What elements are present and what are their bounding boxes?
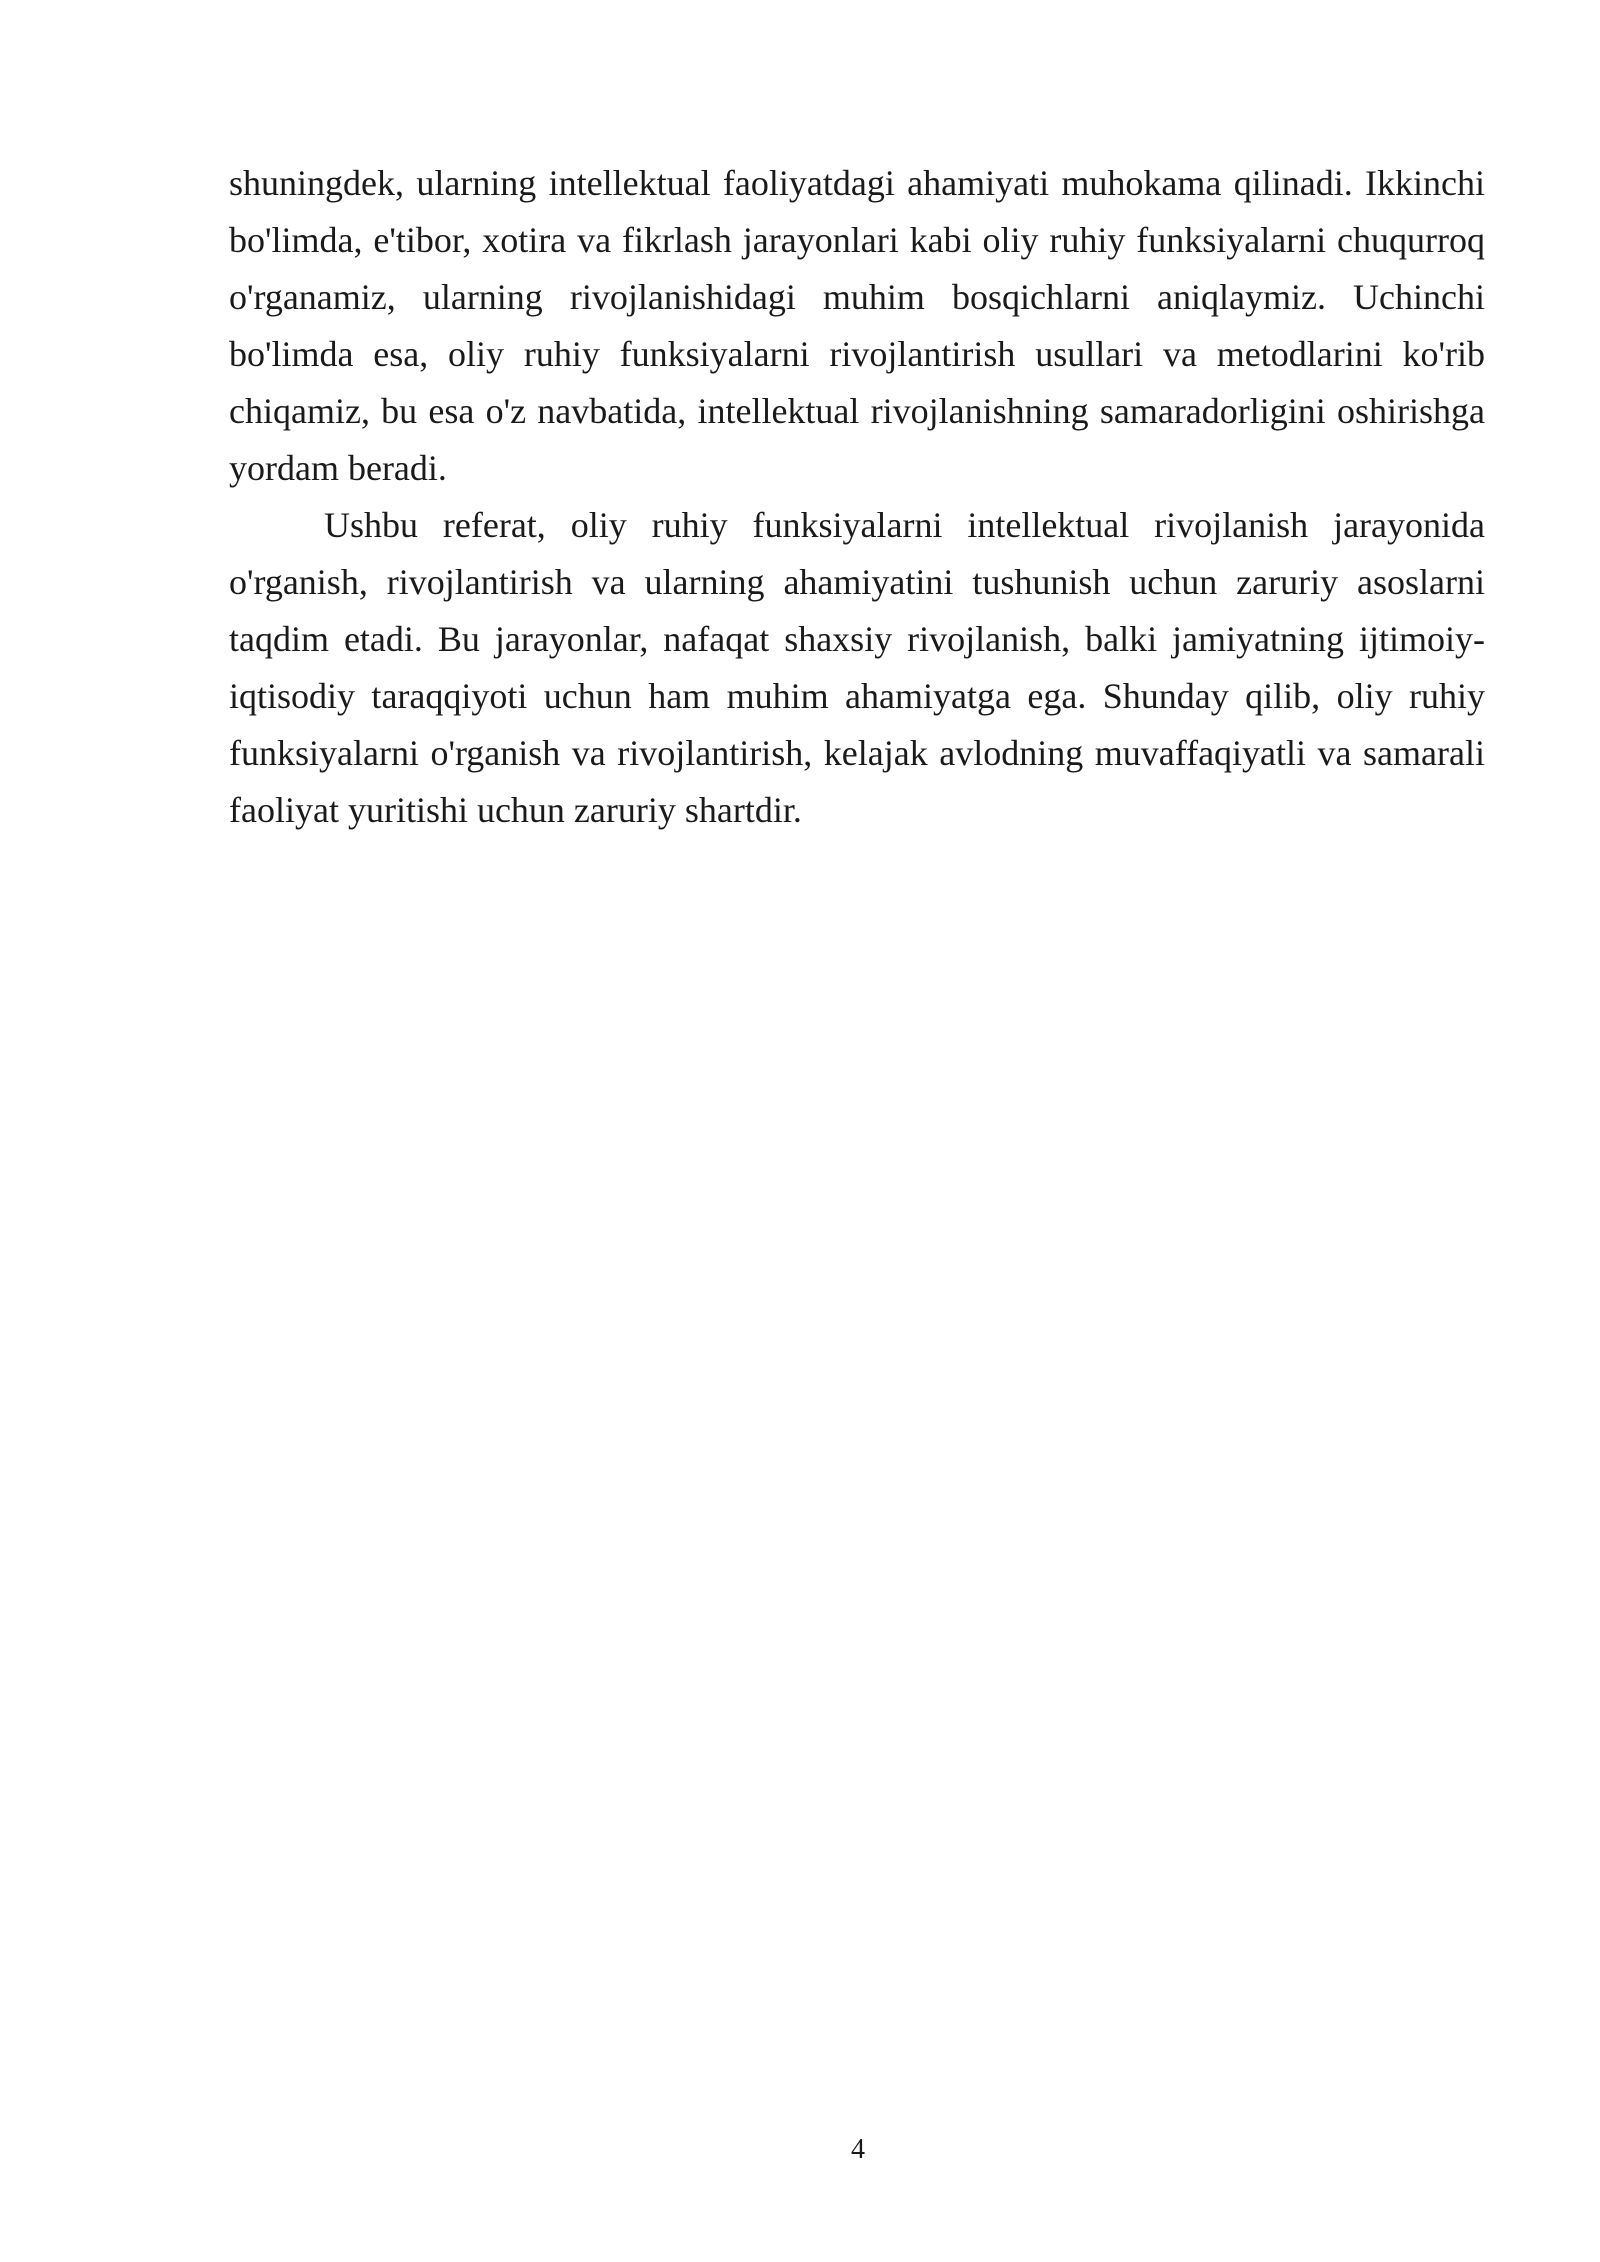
paragraph-continuation: shuningdek, ularning intellektual faoliyatdagi ahamiyati muhokama qilinadi. Ikkinchi bo'limda, e'tibor, xotira va fikrlash jarayonlari kabi oliy ruhiy funksiyalarni chuqurroq o'rganamiz, ularning rivojlanishidagi muhim bosqichlarni aniqlaymiz. Uchinchi bo'limda esa, oliy ruhiy funksiyalarni rivojlantirish usullari va metodlarini ko'rib chiqamiz, bu esa o'z navbatida, intellektual rivojlanishning samaradorligini oshirishga yordam beradi. — [229, 163, 1485, 488]
page-number: 4 — [851, 2134, 865, 2165]
body-text — [229, 155, 1485, 839]
paragraph-conclusion: Ushbu referat, oliy ruhiy funksiyalarni intellektual rivojlanish jarayonida o'rganish, rivojlantirish va ularning ahamiyatini tushunish uchun zaruriy asoslarni taqdim etadi. Bu jarayonlar, nafaqat shaxsiy rivojlanish, balki jamiyatning ijtimoiy-iqtisodiy taraqqiyoti uchun ham muhim ahamiyatga ega. Shunday qilib, oliy ruhiy funksiyalarni o'rganish va rivojlantirish, kelajak avlodning muvaffaqiyatli va samarali faoliyat yuritishi uchun zaruriy shartdir. — [229, 505, 1485, 830]
